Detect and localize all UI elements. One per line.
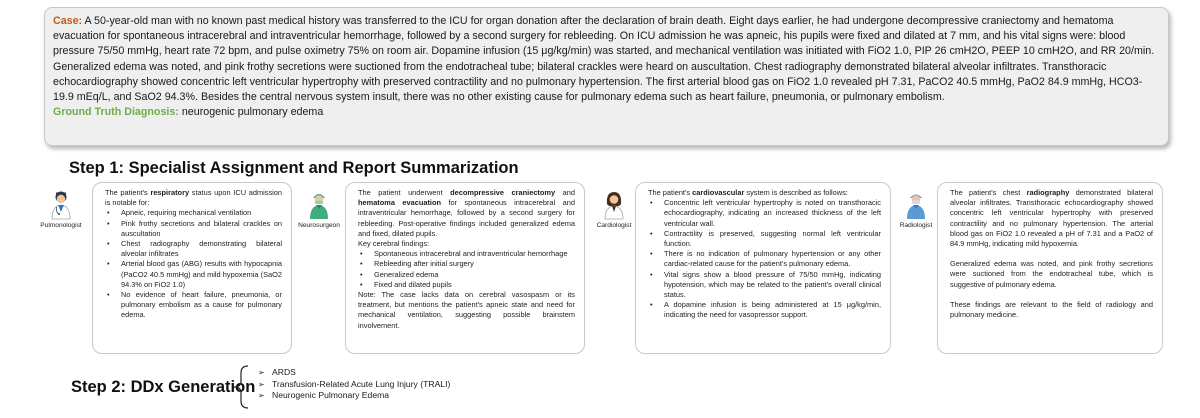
keyword-bold: hematoma evacuation (358, 198, 441, 208)
list-item: • Arterial blood gas (ABG) results with hypocapnia (PaCO2 40.5 mmHg) and mild hypoxemia (SaO2 94.3% on FiO2 1.0) (105, 259, 282, 290)
report-paragraph: These findings are relevant to the field of radiology and pulmonary medicine. (950, 299, 1153, 320)
report-paragraph: Generalized edema was noted, and pink frothy secretions were suctioned from the endotracheal tube, which is suggestive of pulmonary edema. (950, 259, 1153, 289)
ddx-item: ➢ Neurogenic Pulmonary Edema (258, 390, 390, 401)
radiologist-avatar-icon (905, 190, 927, 220)
case-text: A 50-year-old man with no known past medical history was transferred to the ICU for organ donation after the declaration of brain death. Eight days earlier, he had undergone decompressive craniectomy and hematoma evacuation for spontaneous intracerebral and intraventricular hemorrhage, followed by a second surgery for rebleeding. On ICU admission he was apneic, his pupils were fixed and dilated at 7 mm, and his vital signs were: blood pressure 75/50 mmHg, heart rate 72 bpm, and pulse oximetry 75% on room air. Dopamine infusion (15 μg/kg/min) was started, and mechanical ventilation was initiated with FiO2 1.0, PIP 26 cmH2O, PEEP 10 cmH2O, and RR 20/min. Generalized edema was noted, and pink frothy secretions were suctioned from the endotracheal tube; bilateral crackles were heard on auscultation. Chest radiography demonstrated bilateral alveolar infiltrates. Transthoracic echocardiography showed concentric left ventricular hypertrophy with preserved contractility and no pulmonary hypertension. The first arterial blood gas on FiO2 1.0 revealed pH 7.31, PaCO2 40.5 mmHg, PaO2 84.9 mmHg, HCO3- 19.9 mEq/L, and SaO2 94.3%. Besides the central nervous system insult, there was no other existing cause for pulmonary edema such as heart failure, pneumonia, or pulmonary embolism. (53, 15, 1155, 104)
bullet-list (358, 249, 575, 290)
list-item: • Chest radiography demonstrating bilateral alveolar infiltrates (105, 239, 282, 259)
list-item: • Pink frothy secretions and bilateral crackles on auscultation (105, 219, 282, 239)
keyword-bold: respiratory (150, 188, 190, 197)
specialist-cardiologist (586, 190, 642, 229)
report-cardiologist: The patient's cardiovascular system is described as follows: • Concentric left ventricular hypertrophy is noted on transthoracic echocardiography, indicating an increased thickness of the left ventricular wall. • Contractility is preserved, suggesting normal left ventricular function. • There is no indication of pulmonary hypertension or any other cardiac-related cause for the patient's pulmonary edema. • Vital signs show a blood pressure of 75/50 mmHg, indicating hypotension, which may be related to the patient's overall clinical status. • A dopamine infusion is being administered at 15 μg/kg/min, indicating the need for vasopressor support. (635, 182, 891, 354)
report-neurosurgeon: The patient underwent decompressive craniectomy and hematoma evacuation for spontaneous intracerebral and intraventricular hemorrhage, followed by a second surgery for rebleeding. Post-operative findings included generalized edema and fixed, dilated pupils. Key cerebral findings: • Spontaneous intracerebral and intraventricular hemorrhage • Rebleeding after initial surgery • Generalized edema • Fixed and dilated pupils Note: The case lacks data on cerebral vasospasm or its treatment, but mentions the patient's apneic state and need for mechanical ventilation, suggesting possible brainstem involvement. (345, 182, 585, 354)
specialist-name: Pulmonologist (40, 222, 82, 229)
list-item: • Spontaneous intracerebral and intraventricular hemorrhage (358, 249, 575, 259)
list-item: • A dopamine infusion is being administered at 15 μg/kg/min, indicating the need for vasopressor support. (648, 300, 881, 320)
curly-brace-icon (230, 364, 252, 410)
list-item: • Contractility is preserved, suggesting normal left ventricular function. (648, 229, 881, 249)
pulmonologist-avatar-icon (50, 190, 72, 220)
list-item: • Vital signs show a blood pressure of 75/50 mmHg, indicating hypotension, which may be related to the patient's overall clinical status. (648, 270, 881, 301)
list-item: • No evidence of heart failure, pneumonia, or pulmonary embolism as a cause for pulmonary edema. (105, 290, 282, 321)
list-item: • There is no indication of pulmonary hypertension or any other cardiac-related cause for the patient's pulmonary edema. (648, 249, 881, 269)
ddx-item: ➢ Transfusion-Related Acute Lung Injury (TRALI) (258, 378, 451, 389)
findings-label: Key cerebral findings: (358, 239, 430, 249)
list-item: • Rebleeding after initial surgery (358, 259, 575, 269)
keyword-bold: radiography (1026, 188, 1070, 197)
ddx-item: ➢ ARDS (258, 367, 296, 377)
keyword-bold: decompressive craniectomy (450, 188, 556, 197)
specialist-pulmonologist (33, 190, 89, 229)
cardiologist-avatar-icon (603, 190, 625, 220)
list-item: • Concentric left ventricular hypertrophy is noted on transthoracic echocardiography, indicating an increased thickness of the left ventricular wall. (648, 198, 881, 229)
specialist-name: Radiologist (899, 222, 933, 229)
report-radiologist: The patient's chest radiography demonstrated bilateral alveolar infiltrates. Transthoracic echocardiography showed concentric left ventricular hypertrophy with preserved contractility and no pulmonary hypertension. The arterial blood gas on FiO2 1.0 revealed a pH of 7.31 and a PaO2 of 84.9 mmHg, indicating mild hypoxemia. Generalized edema was noted, and pink frothy secretions were suctioned from the endotracheal tube, which is suggestive of pulmonary edema. These findings are relevant to the field of radiology and pulmonary medicine. (937, 182, 1163, 354)
specialist-neurosurgeon (291, 190, 347, 229)
bullet-list (105, 208, 282, 320)
case-label: Case: (53, 15, 83, 27)
neurosurgeon-avatar-icon (308, 190, 330, 220)
ground-truth-label: Ground Truth Diagnosis: (53, 106, 179, 119)
specialist-radiologist (888, 190, 944, 229)
ground-truth-value: neurogenic pulmonary edema (181, 106, 324, 119)
report-pulmonologist: The patient's respiratory status upon ICU admission is notable for: • Apneic, requiring mechanical ventilation • Pink frothy secretions and bilateral crackles on auscultation • Chest radiography demonstrating bilateral alveolar infiltrates • Arterial blood gas (ABG) results with hypocapnia (PaCO2 40.5 mmHg) and mild hypoxemia (SaO2 94.3% on FiO2 1.0) • No evidence of heart failure, pneumonia, or pulmonary embolism as a cause for pulmonary edema. (92, 182, 292, 354)
list-item: • Apneic, requiring mechanical ventilation (105, 208, 282, 218)
list-item: • Generalized edema (358, 270, 575, 280)
list-item: • Fixed and dilated pupils (358, 280, 575, 290)
bullet-list (648, 198, 881, 320)
arrow-bullet-icon: ➢ (258, 368, 265, 377)
step1-title: Step 1: Specialist Assignment and Report Summarization (69, 159, 519, 177)
step2-title: Step 2: DDx Generation (71, 378, 256, 396)
specialist-name: Neurosurgeon (298, 222, 340, 229)
keyword-bold: cardiovascular (692, 188, 745, 197)
specialist-name: Cardiologist (596, 222, 632, 229)
case-description-box (44, 7, 1169, 146)
arrow-bullet-icon: ➢ (258, 379, 265, 389)
arrow-bullet-icon: ➢ (258, 391, 265, 401)
ddx-list (258, 367, 450, 402)
note-text: Note: The case lacks data on cerebral vasospasm or its treatment, but mentions the patient's apneic state and need for mechanical ventilation, suggesting possible brainstem involvement. (358, 290, 575, 330)
